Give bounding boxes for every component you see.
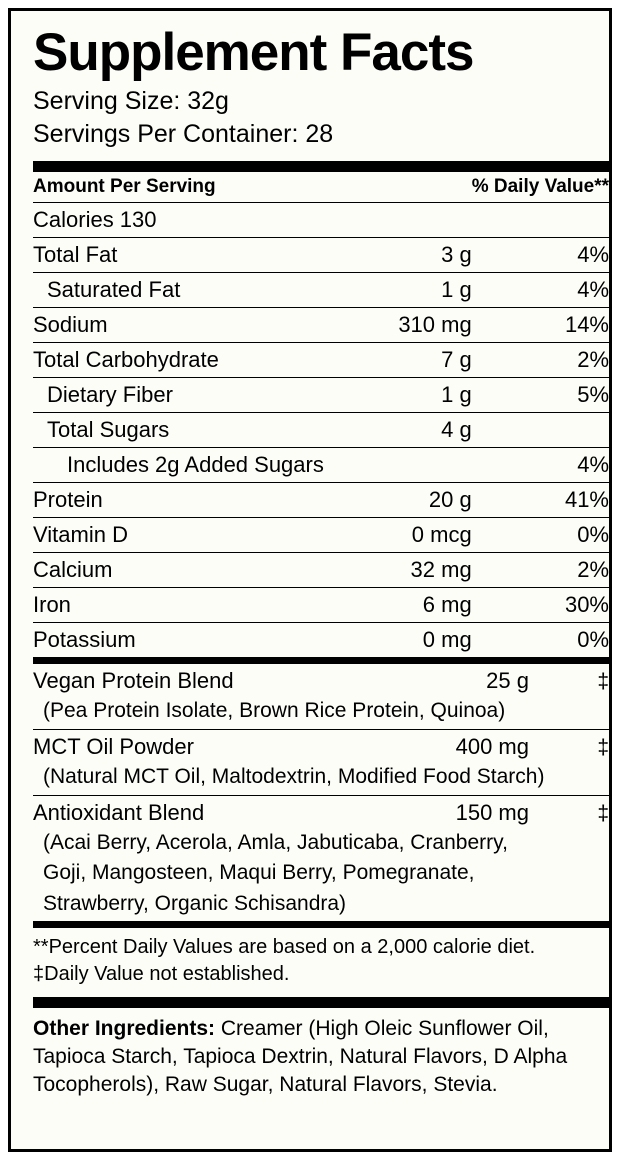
other-ingredients (33, 1008, 609, 1099)
servings-per-container: Servings Per Container: 28 (33, 119, 334, 148)
header-spacer (342, 172, 472, 203)
table-row-calories (33, 202, 609, 237)
nutrition-table (33, 172, 609, 657)
nutrient-dv: 4% (472, 237, 609, 272)
nutrient-amount: 0 mcg (342, 517, 472, 552)
nutrient-name: Iron (33, 587, 342, 622)
nutrient-amount: 32 mg (342, 552, 472, 587)
blend-detail: Goji, Mangosteen, Maqui Berry, Pomegranate, (43, 861, 475, 885)
blend-detail-row (33, 891, 609, 921)
table-row (33, 412, 609, 447)
blend-detail-row (33, 764, 609, 796)
blend-table (33, 664, 609, 921)
table-header-row (33, 172, 609, 203)
divider-thick-top (33, 161, 609, 172)
nutrient-dv: 0% (577, 626, 609, 652)
nutrient-dv (472, 412, 609, 447)
nutrient-dv: 41% (472, 482, 609, 517)
nutrient-name: Total Fat (33, 237, 342, 272)
nutrient-name: Calcium (33, 552, 342, 587)
divider-med-blends (33, 657, 609, 664)
footnote-daily-values: **Percent Daily Values are based on a 2,000 calorie diet. (33, 935, 536, 958)
nutrient-amount: 6 mg (342, 587, 472, 622)
blend-dv: ‡ (597, 669, 609, 693)
divider-med-footnotes (33, 921, 609, 928)
table-row (33, 342, 609, 377)
page-title: Supplement Facts (33, 23, 474, 82)
nutrient-name: Total Sugars (33, 412, 342, 447)
nutrient-name: Sodium (33, 307, 342, 342)
nutrient-amount: 7 g (342, 342, 472, 377)
blend-amount: 400 mg (455, 733, 529, 759)
nutrient-dv: 2% (472, 552, 609, 587)
nutrient-dv: 4% (472, 447, 609, 482)
serving-size: Serving Size: 32g (33, 86, 229, 115)
nutrient-amount: 4 g (342, 412, 472, 447)
blend-row (33, 729, 609, 764)
table-row (33, 237, 609, 272)
blend-detail: (Acai Berry, Acerola, Amla, Jabuticaba, Cranberry, (43, 831, 508, 855)
blend-row (33, 664, 609, 698)
table-row (33, 552, 609, 587)
other-ingredients-label: Other Ingredients: (33, 1016, 216, 1040)
nutrient-name: Saturated Fat (33, 272, 342, 307)
blend-detail-row (33, 860, 609, 890)
header-daily-value: % Daily Value** (472, 172, 609, 203)
blend-dv: ‡ (597, 735, 609, 759)
blend-detail-row (33, 698, 609, 730)
divider-thick-bottom (33, 997, 609, 1008)
blend-detail-row (33, 830, 609, 860)
label-border (8, 8, 612, 1152)
nutrient-amount: 3 g (342, 237, 472, 272)
nutrient-amount: 1 g (342, 377, 472, 412)
blend-detail: Strawberry, Organic Schisandra) (43, 891, 347, 915)
nutrient-name: Protein (33, 482, 342, 517)
nutrient-amount: 0 mg (422, 626, 472, 652)
blend-dv: ‡ (597, 802, 609, 826)
table-row (33, 482, 609, 517)
table-row (33, 517, 609, 552)
nutrient-dv: 30% (472, 587, 609, 622)
header-amount-per-serving: Amount Per Serving (33, 172, 342, 203)
table-row (33, 622, 609, 657)
nutrient-name: Includes 2g Added Sugars (33, 447, 342, 482)
table-row (33, 307, 609, 342)
nutrient-name: Vitamin D (33, 517, 342, 552)
nutrient-dv: 4% (472, 272, 609, 307)
nutrient-amount: 1 g (342, 272, 472, 307)
table-row (33, 587, 609, 622)
nutrient-amount: 20 g (342, 482, 472, 517)
table-row (33, 377, 609, 412)
other-ingredients-text: Creamer (High Oleic Sunflower Oil, Tapioca Starch, Tapioca Dextrin, Natural Flavors, D Alpha Tocopherols), Raw Sugar, Natural Flavors, Stevia. (33, 1016, 568, 1096)
blend-name: Antioxidant Blend (33, 800, 205, 826)
table-row (33, 272, 609, 307)
blend-detail: (Natural MCT Oil, Maltodextrin, Modified Food Starch) (33, 764, 609, 796)
blend-amount: 25 g (486, 667, 529, 693)
nutrient-dv: 14% (472, 307, 609, 342)
blend-amount: 150 mg (455, 800, 529, 826)
blend-name: Vegan Protein Blend (33, 667, 234, 693)
blend-row (33, 796, 609, 831)
nutrient-name: Dietary Fiber (33, 377, 342, 412)
nutrient-amount: 310 mg (342, 307, 472, 342)
nutrient-dv: 0% (472, 517, 609, 552)
nutrient-name: Total Carbohydrate (33, 342, 342, 377)
blend-name: MCT Oil Powder (33, 733, 194, 759)
table-row (33, 447, 609, 482)
nutrient-dv: 5% (472, 377, 609, 412)
nutrient-name: Potassium (33, 626, 136, 652)
label-content (33, 25, 609, 1099)
nutrient-amount (342, 447, 472, 482)
calories-value: Calories 130 (33, 202, 609, 237)
blend-detail: (Pea Protein Isolate, Brown Rice Protein, Quinoa) (33, 698, 609, 730)
footnote-dagger: ‡Daily Value not established. (33, 962, 290, 985)
nutrient-dv: 2% (472, 342, 609, 377)
